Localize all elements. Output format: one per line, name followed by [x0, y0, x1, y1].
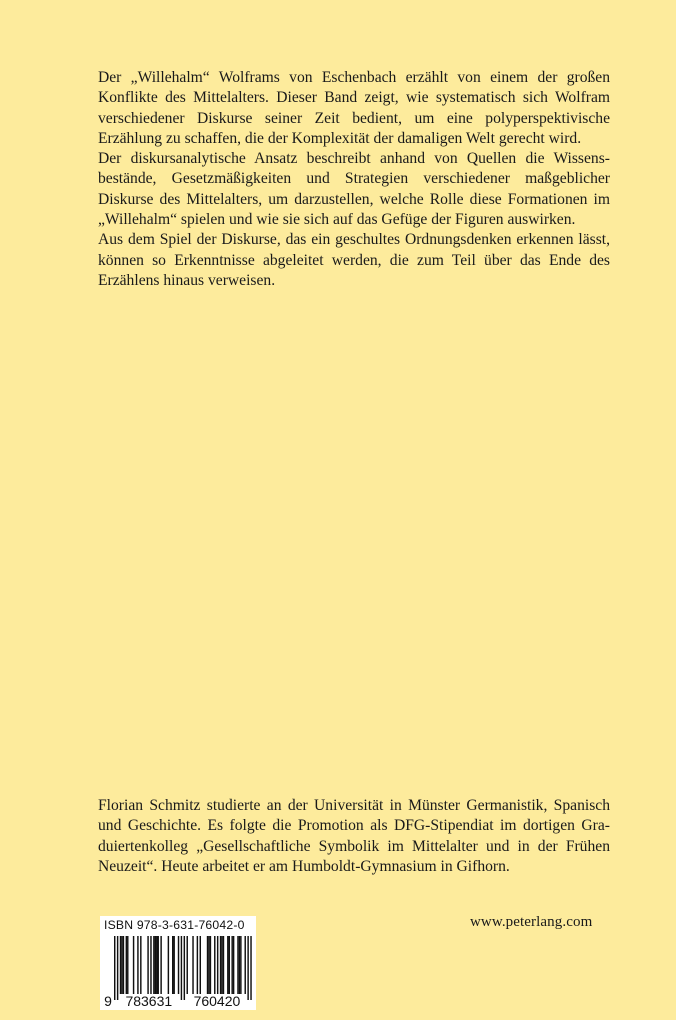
barcode-bar — [160, 936, 161, 994]
barcode-bar — [120, 936, 121, 994]
barcode-bar — [227, 936, 228, 994]
barcode-bar — [231, 936, 232, 994]
isbn-label: ISBN 978-3-631-76042-0 — [104, 918, 245, 932]
blurb-text — [98, 68, 610, 291]
barcode-bar — [229, 936, 230, 994]
barcode-bar — [153, 936, 154, 994]
blurb-paragraph-2: Der diskursanalytische Ansatz beschreibt anhand von Quellen die Wissensbestände, Gesetzmäßigkeiten und Strategien verschiedener maßgeblicher Diskurse des Mittelalters, um darzustellen, welche Rolle diese Formationen im „Willehalm“ spielen und wie sie sich auf das Gefüge der Figuren auswirken. — [98, 150, 610, 229]
barcode-bar — [221, 936, 222, 994]
barcode-bar — [181, 936, 182, 1000]
barcode-bar — [150, 936, 151, 994]
barcode-bar — [208, 936, 209, 994]
barcode-bar — [200, 936, 201, 994]
barcode-bar — [178, 936, 179, 994]
barcode-bar — [223, 936, 224, 994]
barcode-bar — [247, 936, 248, 1000]
blurb-paragraph-1: Der „Willehalm“ Wolframs von Eschenbach erzählt von einem der großen Konflikte des Mittelalters. Dieser Band zeigt, wie systematisch sich Wolfram verschiedener Diskurse seiner Zeit bedient, um eine polyperspektivische Erzählung zu schaffen, die der Komplexität der damaligen Welt gerecht wird. — [98, 69, 610, 147]
barcode-bar — [214, 936, 215, 994]
barcode-bar — [220, 936, 221, 994]
barcode-digits: 9 — [104, 993, 112, 1009]
barcode-graphic — [100, 916, 256, 1010]
barcode-bar — [192, 936, 193, 994]
barcode-bar — [245, 936, 246, 994]
barcode-bar — [156, 936, 157, 994]
barcode-bar — [127, 936, 128, 994]
barcode-bar — [250, 936, 251, 1000]
barcode-bar — [158, 936, 159, 994]
barcode-bar — [123, 936, 124, 994]
author-bio-text: Florian Schmitz studierte an der Universität in Münster Germanistik, Spanisch und Geschichte. Es folgte die Promotion als DFG-Stipendiat im dortigen Graduiertenkolleg „Gesellschaftliche Symbolik im Mittelalter und in der Frühen Neuzeit“. Heute arbeitet er am Humboldt-Gymnasium in Gifhorn. — [98, 797, 610, 875]
barcode-bar — [133, 936, 134, 994]
barcode-bar — [121, 936, 122, 994]
barcode-bar — [197, 936, 198, 994]
barcode-bar — [207, 936, 208, 994]
barcode-bar — [140, 936, 141, 994]
barcode-bar — [233, 936, 234, 994]
barcode-bar — [168, 936, 169, 994]
barcode-bar — [187, 936, 188, 994]
barcode-bar — [172, 936, 173, 994]
barcode-bar — [239, 936, 240, 994]
blurb-paragraph-3: Aus dem Spiel der Diskurse, das ein geschultes Ordnungsdenken erkennen lässt, können so Erkenntnisse abgeleitet werden, die zum Teil über das Ende des Erzählens hinaus verweisen. — [98, 231, 610, 289]
barcode-bar — [155, 936, 156, 994]
barcode-bar — [173, 936, 174, 994]
barcode-bar — [137, 936, 138, 994]
barcode-bar — [240, 936, 241, 994]
barcode-bar — [114, 936, 115, 1000]
barcode-bar — [217, 936, 218, 994]
publisher-url: www.peterlang.com — [470, 914, 593, 930]
author-bio — [98, 796, 610, 877]
isbn-barcode — [100, 916, 256, 1010]
barcode-bar — [210, 936, 211, 994]
barcode-digits: 760420 — [193, 993, 241, 1009]
barcode-bar — [184, 936, 185, 1000]
barcode-digits: 783631 — [125, 993, 173, 1009]
barcode-bar — [237, 936, 238, 994]
barcode-bar — [117, 936, 118, 1000]
barcode-bar — [147, 936, 148, 994]
barcode-bar — [126, 936, 127, 994]
